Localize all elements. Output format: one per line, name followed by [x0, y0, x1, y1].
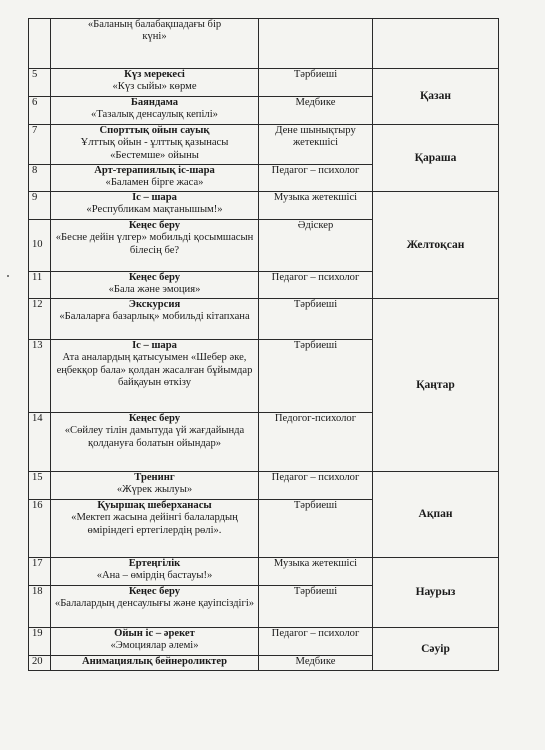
event-description: «Күз сыйы» көрме [112, 81, 197, 93]
row-number: 5 [29, 69, 51, 97]
event-title: Анимациялық бейнероликтер [82, 656, 227, 667]
row-number: 10 [29, 220, 51, 272]
event-description: «Балаларға базарлық» мобильді кітапхана [59, 311, 250, 323]
row-number: 14 [29, 413, 51, 472]
event-title: Спорттық ойын сауық [99, 125, 210, 136]
event-title: Кеңес беру [128, 413, 181, 424]
responsible-person: Педагог – психолог [259, 165, 373, 192]
responsible-person: Тәрбиеші [259, 500, 373, 558]
responsible-person: Музыка жетекшісі [259, 558, 373, 586]
responsible-person: Медбике [259, 97, 373, 125]
responsible-person: Тәрбиеші [259, 299, 373, 340]
table-row [29, 19, 499, 69]
event-cell [51, 340, 259, 413]
event-cell [51, 628, 259, 656]
row-number: 20 [29, 656, 51, 671]
event-description: «Республикам мақтанышым!» [86, 204, 223, 216]
month-october: Қазан [373, 69, 499, 125]
document-page [28, 18, 498, 671]
responsible-person: Тәрбиеші [259, 69, 373, 97]
event-description: Ата аналардың қатысуымен «Шебер әке, еңбекқор бала» қолдан жасалған бұйымдар байқауын өткізу [56, 352, 253, 389]
row-number: 13 [29, 340, 51, 413]
event-cell [51, 656, 259, 671]
event-cell [51, 272, 259, 299]
event-description: «Бала және эмоция» [108, 284, 201, 296]
responsible-person: Дене шынықтыру жетекшісі [259, 125, 373, 165]
event-description: «Мектеп жасына дейінгі балалардың өміріндегі ертегілердің рөлі». [71, 512, 238, 536]
row-number: 9 [29, 192, 51, 220]
event-cell [51, 97, 259, 125]
responsible-person: Педогог-психолог [259, 413, 373, 472]
row-number: 17 [29, 558, 51, 586]
event-title: Арт-терапиялық іс-шара [94, 165, 215, 176]
event-cell [51, 586, 259, 628]
responsible-cell [259, 19, 373, 69]
event-description: «Эмоциялар әлемі» [110, 640, 199, 652]
month-february: Ақпан [373, 472, 499, 558]
table-row [29, 125, 499, 165]
row-number: 15 [29, 472, 51, 500]
event-cell [51, 220, 259, 272]
table-row [29, 628, 499, 656]
event-title: Кеңес беру [128, 272, 181, 283]
responsible-person: Педагог – психолог [259, 272, 373, 299]
event-title: Экскурсия [128, 299, 181, 310]
responsible-person: Музыка жетекшісі [259, 192, 373, 220]
month-cell [373, 19, 499, 69]
event-description: «Ана – өмірдің бастауы!» [96, 570, 213, 582]
row-number: 16 [29, 500, 51, 558]
event-description: «Жүрек жылуы» [116, 484, 193, 496]
event-description: күні» [142, 31, 167, 43]
event-description: «Бесне дейін үлгер» мобильді қосымшасын білесің бе? [55, 232, 254, 256]
event-title: Тренинг [134, 472, 175, 483]
event-description: «Сөйлеу тілін дамытуда үй жағдайында қолдануға болатын ойындар» [64, 425, 245, 449]
event-title: Іс – шара [132, 340, 177, 351]
row-number: 6 [29, 97, 51, 125]
event-description: «Баламен бірге жаса» [105, 177, 204, 189]
responsible-person: Тәрбиеші [259, 586, 373, 628]
table-row [29, 558, 499, 586]
responsible-person: Медбике [259, 656, 373, 671]
event-cell [51, 299, 259, 340]
event-cell [51, 165, 259, 192]
responsible-person: Тәрбиеші [259, 340, 373, 413]
scan-speck [7, 275, 9, 277]
event-description: «Баланың балабақшадағы бір [87, 19, 222, 30]
event-description: «Тазалық денсаулық кепілі» [91, 109, 218, 121]
event-cell [51, 192, 259, 220]
month-march: Наурыз [373, 558, 499, 628]
responsible-person: Педагог – психолог [259, 628, 373, 656]
event-cell [51, 472, 259, 500]
row-number: 8 [29, 165, 51, 192]
month-november: Қараша [373, 125, 499, 192]
event-title: Іс – шара [132, 192, 177, 203]
event-cell [51, 19, 259, 69]
row-number: 7 [29, 125, 51, 165]
row-number: 12 [29, 299, 51, 340]
event-cell [51, 413, 259, 472]
event-title: Кеңес беру [128, 586, 181, 597]
table-row [29, 299, 499, 340]
table-row [29, 472, 499, 500]
event-title: Қуыршақ шеберханасы [97, 500, 212, 511]
table-row [29, 192, 499, 220]
event-cell [51, 500, 259, 558]
event-title: Баяндама [130, 97, 179, 108]
event-title: Күз мерекесі [124, 69, 185, 80]
row-number-cell [29, 19, 51, 69]
row-number: 19 [29, 628, 51, 656]
responsible-person: Әдіскер [259, 220, 373, 272]
event-description: Ұлттық ойын - ұлттық қазынасы «Бестемше» ойыны [80, 137, 229, 161]
table-row [29, 69, 499, 97]
event-description: «Балалардың денсаулығы және қауіпсіздігі» [54, 598, 255, 610]
row-number: 11 [29, 272, 51, 299]
event-cell [51, 69, 259, 97]
event-plan-table [28, 18, 499, 671]
event-title: Ертеңгілік [128, 558, 181, 569]
event-title: Кеңес беру [128, 220, 181, 231]
month-january: Қаңтар [373, 299, 499, 472]
event-title: Ойын іс – әрекет [114, 628, 195, 639]
event-cell [51, 558, 259, 586]
row-number: 18 [29, 586, 51, 628]
month-december: Желтоқсан [373, 192, 499, 299]
responsible-person: Педагог – психолог [259, 472, 373, 500]
month-april: Сәуір [373, 628, 499, 671]
event-cell [51, 125, 259, 165]
